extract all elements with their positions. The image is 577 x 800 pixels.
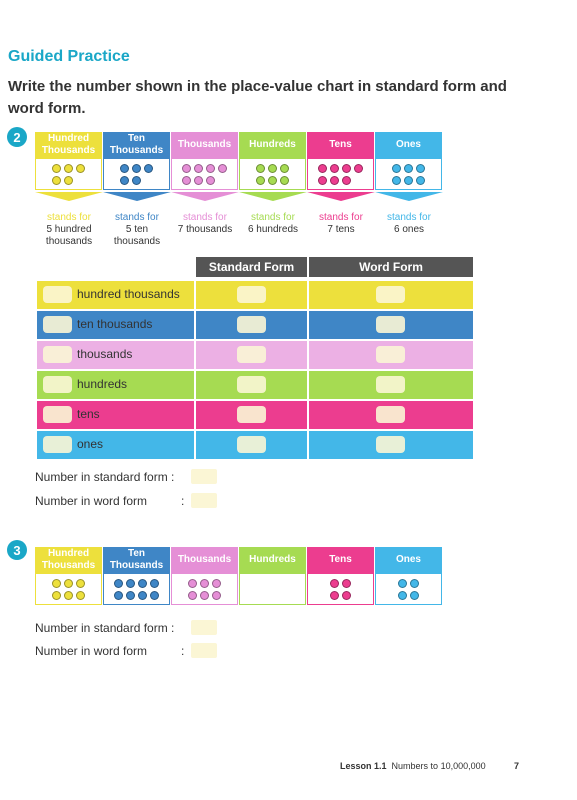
- place-value-counter: [188, 579, 197, 588]
- word-form-colon-q2: :: [181, 494, 185, 508]
- place-value-counter: [330, 591, 339, 600]
- place-value-counter: [318, 164, 327, 173]
- place-value-label: ones: [77, 437, 104, 451]
- stands-for-label: stands for: [387, 212, 431, 223]
- place-value-counter: [212, 579, 221, 588]
- pv-cell-1: [103, 573, 170, 605]
- page-number: 7: [514, 761, 520, 771]
- answer-blank[interactable]: [237, 316, 266, 333]
- word-form-colon-q3: :: [181, 644, 185, 658]
- section-heading: Guided Practice: [8, 48, 130, 65]
- place-value-counter: [330, 579, 339, 588]
- stands-for-label: stands for: [319, 212, 363, 223]
- word-form-cell: [309, 431, 473, 459]
- place-value-counter: [280, 176, 289, 185]
- place-value-counter: [398, 591, 407, 600]
- standard-form-cell: [196, 311, 307, 339]
- word-form-label-q3: Number in word form: [35, 644, 148, 658]
- place-value-counter: [200, 579, 209, 588]
- down-arrow-icon: [307, 192, 375, 201]
- place-value-counter: [404, 176, 413, 185]
- place-value-counter: [64, 579, 73, 588]
- answer-blank[interactable]: [237, 376, 266, 393]
- stands-for-1: [103, 212, 171, 248]
- word-form-header: Word Form: [309, 257, 473, 277]
- pv-cell-5: [375, 573, 442, 605]
- answer-blank[interactable]: [376, 376, 405, 393]
- place-value-counter: [52, 164, 61, 173]
- table-row: [37, 281, 473, 309]
- pv-cell-3: [239, 158, 306, 190]
- place-value-counter: [206, 176, 215, 185]
- place-value-counter: [218, 164, 227, 173]
- down-arrow-icon: [103, 192, 171, 201]
- place-value-counter: [342, 591, 351, 600]
- answer-blank[interactable]: [237, 406, 266, 423]
- table-row: [37, 311, 473, 339]
- stands-for-5: [375, 212, 443, 236]
- place-value-counter: [416, 176, 425, 185]
- word-form-answer-q2[interactable]: [191, 493, 217, 508]
- stands-for-label: stands for: [251, 212, 295, 223]
- standard-form-label-q3: Number in standard form :: [35, 621, 175, 635]
- place-value-counter: [268, 176, 277, 185]
- stands-for-value: 5 hundred thousands: [45, 224, 93, 247]
- place-value-counter: [404, 164, 413, 173]
- place-value-counter: [120, 164, 129, 173]
- place-value-counter: [150, 579, 159, 588]
- place-value-counter: [206, 164, 215, 173]
- pv-header-0: Hundred Thousands: [35, 132, 102, 158]
- answer-blank[interactable]: [237, 436, 266, 453]
- pv-header-4: Tens: [307, 547, 374, 573]
- answer-blank[interactable]: [43, 436, 72, 453]
- place-value-label: tens: [77, 407, 100, 421]
- pv-header-1: Ten Thousands: [103, 132, 170, 158]
- place-value-counter: [126, 579, 135, 588]
- place-value-counter: [132, 164, 141, 173]
- table-row: [37, 341, 473, 369]
- pv-header-0: Hundred Thousands: [35, 547, 102, 573]
- pv-cell-0: [35, 158, 102, 190]
- place-value-counter: [398, 579, 407, 588]
- place-value-counter: [410, 591, 419, 600]
- place-value-counter: [330, 176, 339, 185]
- stands-for-2: [171, 212, 239, 236]
- answer-blank[interactable]: [43, 316, 72, 333]
- answer-blank[interactable]: [43, 376, 72, 393]
- answer-blank[interactable]: [376, 406, 405, 423]
- pv-header-2: Thousands: [171, 132, 238, 158]
- place-value-counter: [392, 164, 401, 173]
- pv-cell-4: [307, 158, 374, 190]
- standard-form-answer-q2[interactable]: [191, 469, 217, 484]
- pv-cell-2: [171, 158, 238, 190]
- place-value-counter: [268, 164, 277, 173]
- pv-header-3: Hundreds: [239, 547, 306, 573]
- stands-for-value: 5 ten thousands: [113, 224, 161, 247]
- row-label-cell: [37, 401, 194, 429]
- pv-header-4: Tens: [307, 132, 374, 158]
- stands-for-0: [35, 212, 103, 248]
- place-value-counter: [132, 176, 141, 185]
- place-value-counter: [64, 164, 73, 173]
- place-value-label: hundred thousands: [77, 287, 180, 301]
- place-value-counter: [150, 591, 159, 600]
- place-value-label: thousands: [77, 347, 133, 361]
- place-value-counter: [138, 579, 147, 588]
- standard-form-header: Standard Form: [196, 257, 307, 277]
- place-value-counter: [354, 164, 363, 173]
- standard-form-label-q2: Number in standard form :: [35, 470, 175, 484]
- word-form-label-q2: Number in word form: [35, 494, 148, 508]
- down-arrow-icon: [375, 192, 443, 201]
- stands-for-label: stands for: [115, 212, 159, 223]
- stands-for-3: [239, 212, 307, 236]
- pv-cell-2: [171, 573, 238, 605]
- standard-form-answer-q3[interactable]: [191, 620, 217, 635]
- place-value-counter: [392, 176, 401, 185]
- down-arrow-icon: [35, 192, 103, 201]
- table-row: [37, 431, 473, 459]
- place-value-counter: [120, 176, 129, 185]
- place-value-counter: [182, 164, 191, 173]
- place-value-counter: [256, 176, 265, 185]
- standard-form-cell: [196, 431, 307, 459]
- answer-blank[interactable]: [376, 346, 405, 363]
- answer-blank[interactable]: [237, 286, 266, 303]
- row-label-cell: [37, 341, 194, 369]
- place-value-counter: [76, 579, 85, 588]
- table-row: [37, 371, 473, 399]
- row-label-cell: [37, 371, 194, 399]
- standard-form-cell: [196, 281, 307, 309]
- place-value-counter: [52, 591, 61, 600]
- stands-for-4: [307, 212, 375, 236]
- place-value-counter: [330, 164, 339, 173]
- place-value-counter: [342, 164, 351, 173]
- stands-for-value: 7 thousands: [177, 224, 233, 235]
- standard-form-cell: [196, 371, 307, 399]
- answer-blank[interactable]: [237, 346, 266, 363]
- word-form-cell: [309, 371, 473, 399]
- place-value-counter: [138, 591, 147, 600]
- place-value-counter: [76, 591, 85, 600]
- answer-blank[interactable]: [43, 346, 72, 363]
- answer-blank[interactable]: [43, 406, 72, 423]
- stands-for-value: 6 hundreds: [247, 224, 299, 235]
- table-row: [37, 401, 473, 429]
- pv-cell-3: [239, 573, 306, 605]
- lesson-number: Lesson 1.1: [340, 761, 387, 771]
- standard-form-cell: [196, 401, 307, 429]
- place-value-counter: [76, 164, 85, 173]
- pv-header-5: Ones: [375, 547, 442, 573]
- answer-blank[interactable]: [43, 286, 72, 303]
- place-value-counter: [114, 591, 123, 600]
- place-value-label: hundreds: [77, 377, 128, 391]
- word-form-cell: [309, 341, 473, 369]
- place-value-counter: [410, 579, 419, 588]
- place-value-counter: [200, 591, 209, 600]
- pv-cell-0: [35, 573, 102, 605]
- standard-form-cell: [196, 341, 307, 369]
- place-value-counter: [126, 591, 135, 600]
- place-value-counter: [342, 579, 351, 588]
- lesson-footer: [340, 761, 486, 771]
- pv-cell-4: [307, 573, 374, 605]
- answer-blank[interactable]: [376, 436, 405, 453]
- place-value-counter: [114, 579, 123, 588]
- question-number-2: 2: [7, 127, 27, 147]
- place-value-counter: [318, 176, 327, 185]
- pv-cell-5: [375, 158, 442, 190]
- word-form-cell: [309, 401, 473, 429]
- place-value-counter: [194, 164, 203, 173]
- row-label-cell: [37, 311, 194, 339]
- stands-for-label: stands for: [47, 212, 91, 223]
- place-value-counter: [256, 164, 265, 173]
- place-value-counter: [280, 164, 289, 173]
- place-value-counter: [52, 176, 61, 185]
- pv-header-2: Thousands: [171, 547, 238, 573]
- word-form-cell: [309, 281, 473, 309]
- place-value-counter: [212, 591, 221, 600]
- place-value-counter: [416, 164, 425, 173]
- stands-for-label: stands for: [183, 212, 227, 223]
- down-arrow-icon: [171, 192, 239, 201]
- place-value-counter: [342, 176, 351, 185]
- place-value-label: ten thousands: [77, 317, 153, 331]
- pv-cell-1: [103, 158, 170, 190]
- place-value-counter: [182, 176, 191, 185]
- row-label-cell: [37, 281, 194, 309]
- pv-header-1: Ten Thousands: [103, 547, 170, 573]
- place-value-counter: [194, 176, 203, 185]
- question-number-3: 3: [7, 540, 27, 560]
- answer-blank[interactable]: [376, 286, 405, 303]
- down-arrow-icon: [239, 192, 307, 201]
- stands-for-value: 6 ones: [393, 224, 425, 235]
- place-value-counter: [64, 591, 73, 600]
- pv-header-3: Hundreds: [239, 132, 306, 158]
- place-value-counter: [188, 591, 197, 600]
- pv-header-5: Ones: [375, 132, 442, 158]
- word-form-answer-q3[interactable]: [191, 643, 217, 658]
- row-label-cell: [37, 431, 194, 459]
- lesson-title: Numbers to 10,000,000: [391, 761, 486, 771]
- instructions: Write the number shown in the place-value chart in standard form and word form.: [8, 78, 507, 117]
- word-form-cell: [309, 311, 473, 339]
- stands-for-value: 7 tens: [327, 224, 355, 235]
- place-value-counter: [144, 164, 153, 173]
- place-value-counter: [64, 176, 73, 185]
- place-value-counter: [52, 579, 61, 588]
- answer-blank[interactable]: [376, 316, 405, 333]
